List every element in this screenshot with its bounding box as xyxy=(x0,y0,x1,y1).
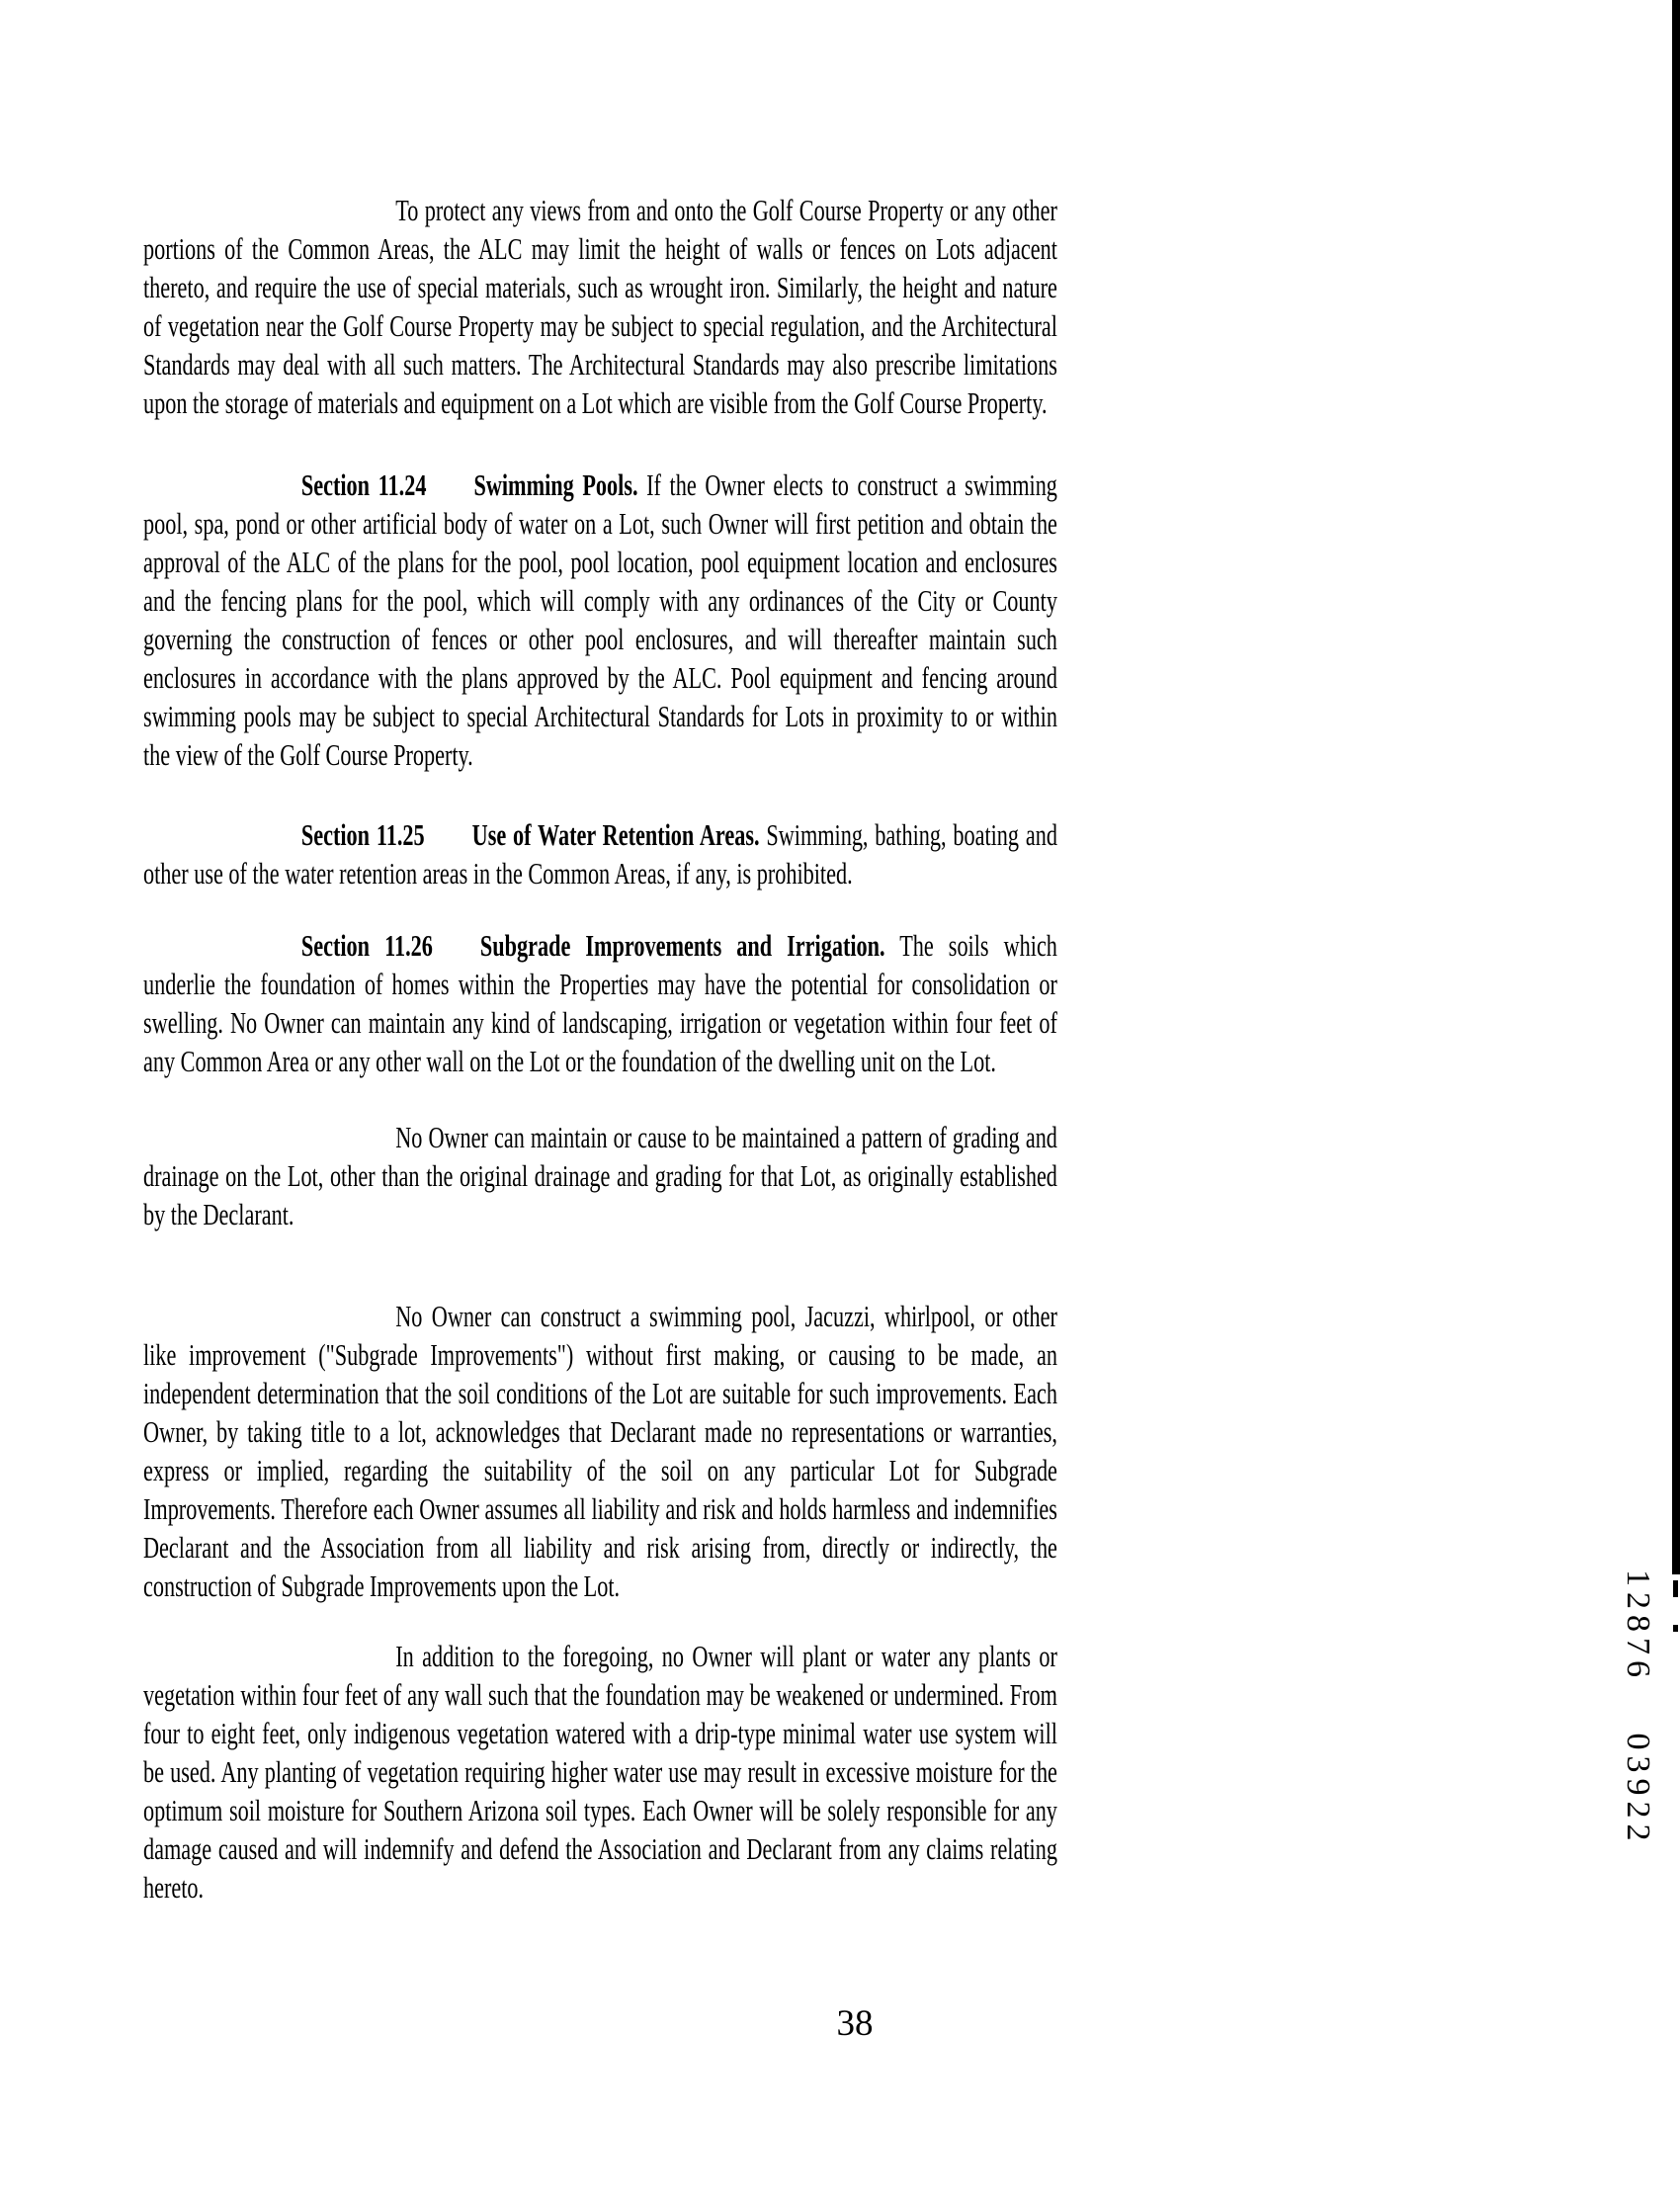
paragraph-text: To protect any views from and onto the Golf Course Property or any other portions of the Common Areas, the ALC may limit the height of walls or fences on Lots adjacent thereto, and require the use of special materials, such as wrought iron. Similarly, the height and nature of vegetation near the Golf Course Property may be subject to special regulation, and the Architectural Standards may deal with all such matters. The Architectural Standards may also prescribe limitations upon the storage of materials and equipment on a Lot which are visible from the Golf Course Property. xyxy=(143,193,1057,420)
section-11-25-title: Use of Water Retention Areas. xyxy=(471,817,760,852)
paragraph-grading-drainage xyxy=(143,1118,1057,1233)
section-11-26 xyxy=(143,926,1057,1080)
section-11-26-body: The soils which underlie the foundation of homes within the Properties may have the potential for consolidation or swelling. No Owner can maintain any kind of landscaping, irrigation or vegetation within four feet of any Common Area or any other wall on the Lot or the foundation of the dwelling unit on the Lot. xyxy=(143,928,1057,1078)
section-11-25-body: Swimming, bathing, boating and other use of the water retention areas in the Common Areas, if any, is prohibited. xyxy=(143,817,1057,890)
section-11-26-label: Section 11.26 xyxy=(300,928,433,963)
section-11-26-title: Subgrade Improvements and Irrigation. xyxy=(479,928,885,963)
paragraph-planting-restrictions xyxy=(143,1637,1057,1907)
section-11-25 xyxy=(143,815,1057,892)
section-11-24 xyxy=(143,466,1057,774)
section-11-25-label: Section 11.25 xyxy=(300,817,425,852)
scan-edge-artifact-dash xyxy=(1673,1580,1678,1597)
paragraph-text: In addition to the foregoing, no Owner will plant or water any plants or vegetation within four feet of any wall such that the foundation may be weakened or undermined. From four to eight feet, only indigenous vegetation watered with a drip-type minimal water use system will be used. Any planting of vegetation requiring higher water use may result in excessive moisture for the optimum soil moisture for Southern Arizona soil types. Each Owner will be solely responsible for any damage caused and will indemnify and defend the Association and Declarant from any claims relating hereto. xyxy=(143,1639,1057,1905)
section-11-24-label: Section 11.24 xyxy=(300,467,427,502)
scan-edge-artifact-dash xyxy=(1673,1625,1678,1632)
section-11-24-body: If the Owner elects to construct a swimming pool, spa, pond or other artificial body of water on a Lot, such Owner will first petition and obtain the approval of the ALC of the plans for the pool, pool location, pool equipment location and enclosures and the fencing plans for the pool, which will comply with any ordinances of the City or County governing the construction of fences or other pool enclosures, and will thereafter maintain such enclosures in accordance with the plans approved by the ALC. Pool equipment and fencing around swimming pools may be subject to special Architectural Standards for Lots in proximity to or within the view of the Golf Course Property. xyxy=(143,467,1057,772)
page-number: 38 xyxy=(836,2003,874,2044)
paragraph-text: No Owner can maintain or cause to be maintained a pattern of grading and drainage on the Lot, other than the original drainage and grading for that Lot, as originally established by the Declarant. xyxy=(143,1120,1057,1231)
document-body xyxy=(143,0,1057,1907)
recorder-stamp-vertical-number: 12876 03922 xyxy=(1620,1569,1656,1847)
paragraph-text: No Owner can construct a swimming pool, Jacuzzi, whirlpool, or other like improvement ("Subgrade Improvements") without first making, or causing to be made, an independent determination that the soil conditions of the Lot are suitable for such improvements. Each Owner, by taking title to a lot, acknowledges that Declarant made no representations or warranties, express or implied, regarding the suitability of the soil on any particular Lot for Subgrade Improvements. Therefore each Owner assumes all liability and risk and holds harmless and indemnifies Declarant and the Association from all liability and risk arising from, directly or indirectly, the construction of Subgrade Improvements upon the Lot. xyxy=(143,1299,1057,1603)
section-11-24-title: Swimming Pools. xyxy=(473,467,638,502)
paragraph-views-protection xyxy=(143,191,1057,422)
paragraph-subgrade-improvements xyxy=(143,1297,1057,1605)
scan-edge-artifact-line xyxy=(1672,0,1680,1574)
